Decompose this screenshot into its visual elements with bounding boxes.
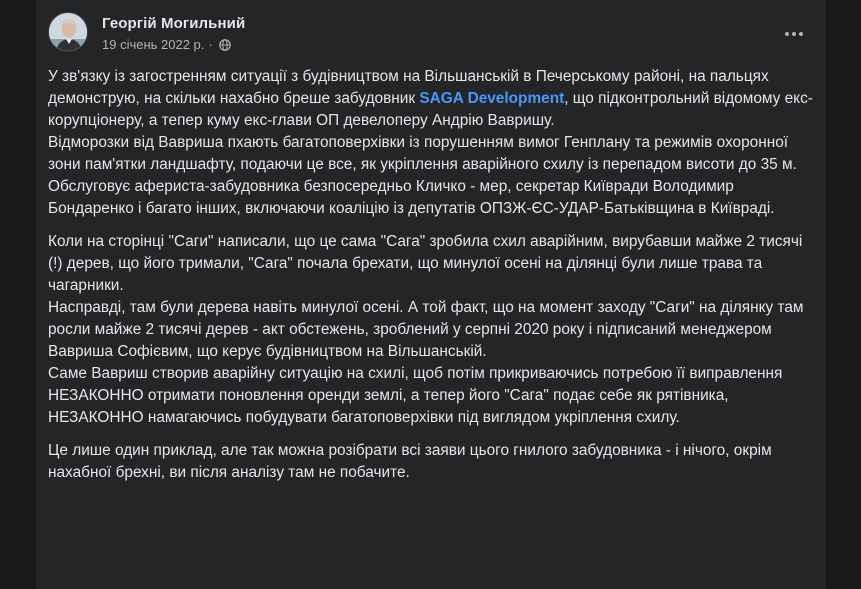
more-options-button[interactable] (776, 16, 812, 52)
post-paragraph-1: У зв'язку із загостренням ситуації з будівництвом на Вільшанській в Печерському районі, на пальцях демонструю, на скільки нахабно бреше забудовник SAGA Development, що підконтрольний відомому екс-корупціонеру, а тепер куму екс-глави ОП девелоперу Андрію Вавришу. (48, 68, 813, 129)
post-paragraph-7: Це лише один приклад, але так можна розібрати всі заяви цього гнилого забудовника - і нічого, окрім нахабної брехні, ви після аналізу там не побачите. (48, 442, 772, 481)
mention-saga-development[interactable]: SAGA Development (419, 90, 565, 107)
post-paragraph-5: Насправді, там були дерева навіть минулої осені. А той факт, що на момент заходу "Саги" на ділянку там росли майже 2 тисячі дерев - акт обстежень, зроблений у серпні 2020 року і підписаний менеджером Вавриша Софієвим, що керує будівництвом на Вільшанській. (48, 299, 804, 360)
post-paragraph-3: Обслуговує афериста-забудовника безпосередньо Кличко - мер, секретар Київради Володимир Бондаренко і багато інших, включаючи коаліцію із депутатів ОПЗЖ-ЄС-УДАР-Батьківщина в Київраді. (48, 178, 775, 217)
post-date[interactable]: 19 січень 2022 р. (102, 37, 205, 52)
author-avatar[interactable] (48, 12, 88, 52)
post-paragraph-4: Коли на сторінці "Саги" написали, що це сама "Сага" зробила схил аварійним, вирубавши майже 2 тисячі (!) дерев, що його тримали, "Сага" почала брехати, що минулої осені на ділянці були лише трава та чагарники. (48, 233, 803, 294)
post-body (48, 66, 814, 484)
post-card (36, 0, 826, 589)
avatar-photo (49, 13, 88, 52)
post-meta (102, 37, 231, 52)
post-paragraph-6: Саме Вавриш створив аварійну ситуацію на схилі, щоб потім прикриваючись потребою її виправлення НЕЗАКОННО отримати поновлення оренди землі, а тепер його "Сага" подає себе як рятівника, НЕЗАКОННО намагаючись побудувати багатоповерхівки під виглядом укріплення схилу. (48, 365, 783, 426)
post-header (48, 12, 814, 56)
more-options-icon (785, 32, 789, 36)
post-paragraph-2: Відморозки від Вавриша пхають багатоповерхівки із порушенням вимог Генплану та режимів охоронної зони пам'ятки ландшафту, подаючи це все, як укріплення аварійного схилу із перепадом висоти до 35 м. (48, 134, 797, 173)
globe-icon[interactable] (219, 39, 231, 51)
meta-separator: · (208, 37, 213, 52)
author-name[interactable]: Георгій Могильний (102, 15, 246, 32)
